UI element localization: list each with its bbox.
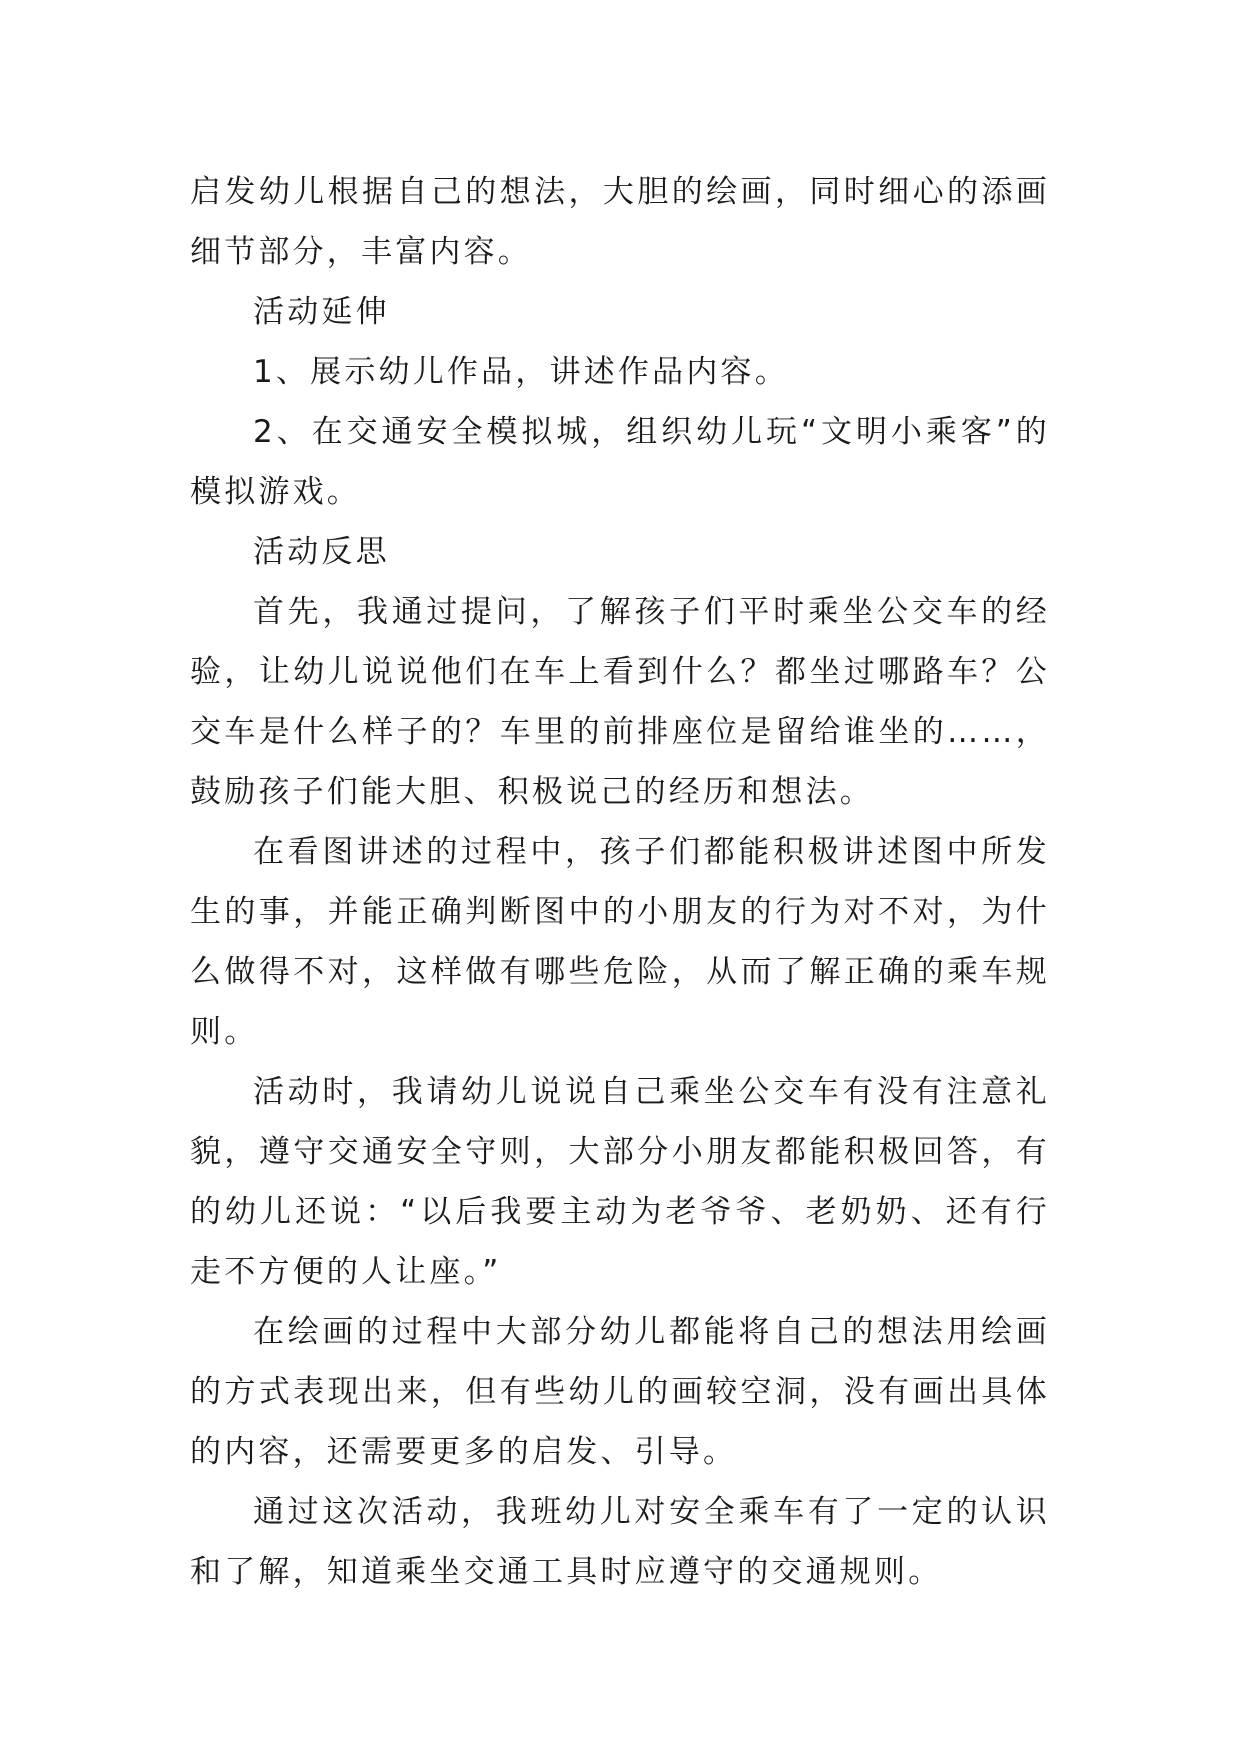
- document-body: [190, 162, 1050, 1602]
- heading-activity-extension: 活动延伸: [253, 294, 390, 330]
- heading-activity-reflection: 活动反思: [253, 534, 390, 570]
- paragraph-extension-item-2: 2、在交通安全模拟城，组织幼儿玩“文明小乘客”的模拟游戏。: [190, 414, 1050, 510]
- paragraph-reflection-5: 通过这次活动，我班幼儿对安全乘车有了一定的认识和了解，知道乘坐交通工具时应遵守的交通规则。: [190, 1494, 1050, 1590]
- paragraph-continuation: 启发幼儿根据自己的想法，大胆的绘画，同时细心的添画细节部分，丰富内容。: [190, 174, 1050, 270]
- paragraph-extension-item-1: 1、展示幼儿作品，讲述作品内容。: [253, 354, 789, 390]
- paragraph-reflection-1: 首先，我通过提问，了解孩子们平时乘坐公交车的经验，让幼儿说说他们在车上看到什么？都坐过哪路车？公交车是什么样子的？车里的前排座位是留给谁坐的……，鼓励孩子们能大胆、积极说己的经历和想法。: [190, 594, 1050, 810]
- paragraph-reflection-4: 在绘画的过程中大部分幼儿都能将自己的想法用绘画的方式表现出来，但有些幼儿的画较空洞，没有画出具体的内容，还需要更多的启发、引导。: [190, 1314, 1050, 1470]
- paragraph-reflection-3: 活动时，我请幼儿说说自己乘坐公交车有没有注意礼貌，遵守交通安全守则，大部分小朋友都能积极回答，有的幼儿还说：“以后我要主动为老爷爷、老奶奶、还有行走不方便的人让座。”: [190, 1074, 1050, 1290]
- paragraph-reflection-2: 在看图讲述的过程中，孩子们都能积极讲述图中所发生的事，并能正确判断图中的小朋友的行为对不对，为什么做得不对，这样做有哪些危险，从而了解正确的乘车规则。: [190, 834, 1050, 1050]
